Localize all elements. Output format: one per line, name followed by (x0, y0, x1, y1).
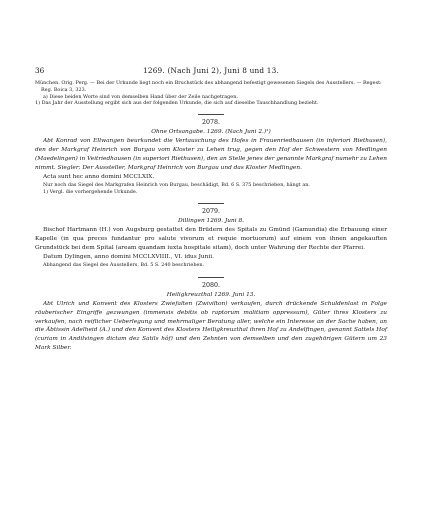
place-date-line: Ohne Ortsangabe. 1269. (Nach Juni 2.)¹) (151, 129, 271, 136)
place-date-line: Heiligkreuzthal 1269. Juni 13. (166, 291, 256, 298)
regest-text: Abt Konrad von Ellwangen beurkundet die Vertauschung des Hofes in Frauenriedhausen (in inferiori Riethusen), den der Markgraf Heinrich von Burgau vom Kloster zu Lehen trug, gegen den Hof der Schwestern von Medlingen (Maedelingen) in Veitriedhausen (in superiori Riethusen), den an Stelle jenes der genannte Markgraf numehr zu Lehen nimmt. Siegler: Der Aussteller, Markgraf Heinrich von Burgau und das Kloster Medlingen. (35, 138, 387, 171)
previous-document-notes (35, 80, 387, 107)
dating-clause: Datum Dylingen, anno domini MCCLXVIIII., VI. idus Junii. (43, 254, 214, 261)
document-page (35, 66, 387, 353)
footnote: a) Diese beiden Worte sind von demselben Hand über der Zeile nachgetragen. (43, 93, 238, 100)
document-entry (35, 203, 387, 268)
footnote: 1) Das Jahr der Ausstellung ergibt sich aus der folgenden Urkunde, die sich auf dieselbe Tauschhandlung bezieht. (35, 100, 319, 107)
archive-note: München. Orig. Perg. — Bei der Urkunde liegt noch ein Bruchstück des abhangend befestigt gewesenen Siegels des Ausstellers. — Regest: Reg. Boica 3, 323. (35, 80, 382, 93)
regest-text: Abt Ulrich und Konvent des Klosters Zwiefalten (Zwivilton) verkaufen, durch drückende Schuldenlast in Folge räuberischer Eingriffe gezwungen (immensis debitis ob raptorum malitiam oppressum), Güter ihres Klosters zu verkaufen, nach reiflicher Ueberlegung und mehrmaliger Beratung aller, welche ein Interesse an der Sache haben, an die Äbtissin Adelheid (A.) und den Konvent des Klosters Heiligkreuzthal ihren Hof zu Andelfingen, genannt Sattels Hof (curiam in Andilvingen dictam dez Satils hôf) und den Zehnten von demselben und den zugehörigen Gütern um 23 Mark Silber. (35, 300, 387, 352)
separator-rule (198, 114, 224, 115)
footnote: 1) Vergl. die vorhergehende Urkunde. (43, 188, 138, 195)
seal-note: Abhangend das Siegel des Ausstellers, Bd. 5 S. 240 beschrieben. (43, 261, 205, 268)
document-entry (35, 277, 387, 353)
seal-note: Nur noch das Siegel des Markgrafen Heinrich von Burgau, beschädigt, Bd. 6 S. 375 beschrieben, hängt an. (43, 181, 310, 188)
document-entry (35, 114, 387, 195)
separator-rule (198, 277, 224, 278)
running-title: 1269. (Nach Juni 2), Juni 8 und 13. (143, 66, 279, 75)
place-date-line: Dillingen 1269. Juni 8. (178, 218, 244, 225)
running-header (35, 66, 387, 78)
document-number: 2078. (201, 119, 221, 127)
page-number: 36 (35, 66, 45, 75)
separator-rule (198, 203, 224, 204)
document-number: 2080. (201, 281, 221, 289)
document-number: 2079. (201, 208, 221, 216)
dating-clause: Acta sunt hec anno domini MCCLXIX. (43, 173, 155, 180)
regest-text: Bischof Hartmann (H.) von Augsburg gestattet den Brüdern des Spitals zu Gmünd (Gamundia) die Erbauung einer Kapelle (in qua preces fundantur pro salute vivorum et requie mortuorum) auf einem von ihnen angekauften Grundstück bei dem Spital (aream quandam iuxta hospitale sitam), doch unter Wahrung der Rechte der Pfarrei. (35, 227, 387, 252)
